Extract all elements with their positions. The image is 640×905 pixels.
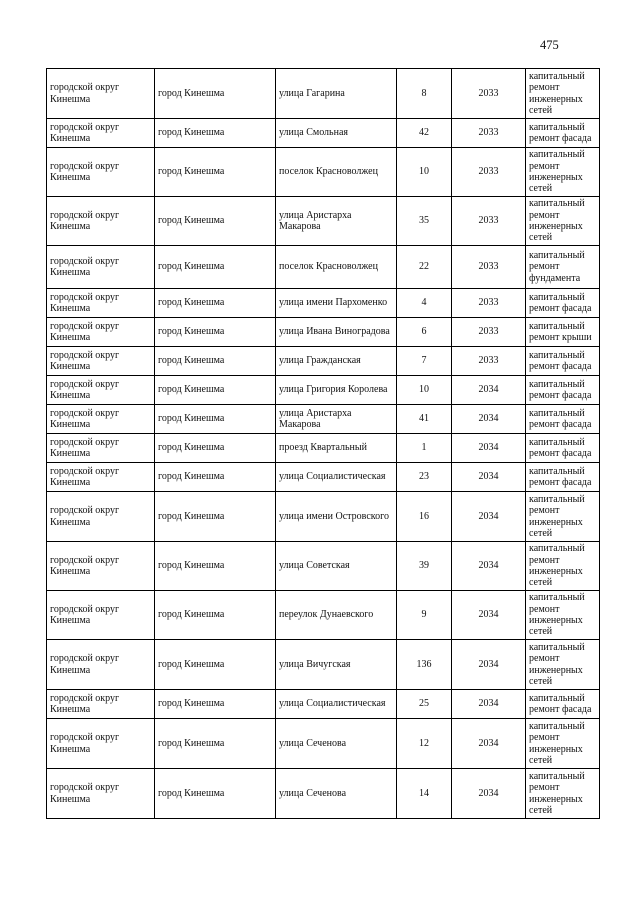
house-number-cell: 25 (397, 690, 452, 719)
city-cell: город Кинешма (155, 769, 276, 819)
year-cell: 2033 (452, 246, 526, 289)
house-number-cell: 6 (397, 318, 452, 347)
table-row (47, 463, 600, 492)
street-cell: проезд Квартальный (276, 434, 397, 463)
table-row (47, 640, 600, 690)
street-cell: улица Аристарха Макарова (276, 197, 397, 246)
house-number-cell: 9 (397, 591, 452, 640)
street-cell: поселок Красноволжец (276, 246, 397, 289)
city-cell: город Кинешма (155, 347, 276, 376)
street-cell: улица Сеченова (276, 719, 397, 769)
table-row (47, 246, 600, 289)
city-cell: город Кинешма (155, 405, 276, 434)
house-number-cell: 7 (397, 347, 452, 376)
city-cell: город Кинешма (155, 246, 276, 289)
work-type-cell: капитальный ремонт фасада (526, 690, 600, 719)
year-cell: 2034 (452, 492, 526, 542)
work-type-cell: капитальный ремонт инженерных сетей (526, 769, 600, 819)
work-type-cell: капитальный ремонт фасада (526, 434, 600, 463)
street-cell: улица имени Островского (276, 492, 397, 542)
table-row (47, 434, 600, 463)
district-cell: городской округ Кинешма (47, 463, 155, 492)
street-cell: улица Сеченова (276, 769, 397, 819)
city-cell: город Кинешма (155, 434, 276, 463)
city-cell: город Кинешма (155, 197, 276, 246)
table-row (47, 591, 600, 640)
city-cell: город Кинешма (155, 119, 276, 148)
city-cell: город Кинешма (155, 148, 276, 197)
table-row (47, 69, 600, 119)
house-number-cell: 8 (397, 69, 452, 119)
year-cell: 2034 (452, 376, 526, 405)
city-cell: город Кинешма (155, 640, 276, 690)
house-number-cell: 41 (397, 405, 452, 434)
work-type-cell: капитальный ремонт фасада (526, 376, 600, 405)
work-type-cell: капитальный ремонт инженерных сетей (526, 69, 600, 119)
work-type-cell: капитальный ремонт фасада (526, 119, 600, 148)
house-number-cell: 10 (397, 148, 452, 197)
street-cell: улица Вичугская (276, 640, 397, 690)
street-cell: улица Социалистическая (276, 463, 397, 492)
work-type-cell: капитальный ремонт инженерных сетей (526, 492, 600, 542)
city-cell: город Кинешма (155, 492, 276, 542)
district-cell: городской округ Кинешма (47, 492, 155, 542)
year-cell: 2033 (452, 197, 526, 246)
street-cell: улица имени Пархоменко (276, 289, 397, 318)
work-type-cell: капитальный ремонт инженерных сетей (526, 640, 600, 690)
year-cell: 2033 (452, 119, 526, 148)
table-row (47, 376, 600, 405)
district-cell: городской округ Кинешма (47, 376, 155, 405)
work-type-cell: капитальный ремонт крыши (526, 318, 600, 347)
house-number-cell: 12 (397, 719, 452, 769)
year-cell: 2034 (452, 690, 526, 719)
work-type-cell: капитальный ремонт фасада (526, 463, 600, 492)
street-cell: поселок Красноволжец (276, 148, 397, 197)
city-cell: город Кинешма (155, 719, 276, 769)
year-cell: 2033 (452, 148, 526, 197)
street-cell: переулок Дунаевского (276, 591, 397, 640)
district-cell: городской округ Кинешма (47, 405, 155, 434)
table-row (47, 347, 600, 376)
city-cell: город Кинешма (155, 591, 276, 640)
house-number-cell: 23 (397, 463, 452, 492)
year-cell: 2034 (452, 405, 526, 434)
table-row (47, 197, 600, 246)
work-type-cell: капитальный ремонт инженерных сетей (526, 719, 600, 769)
work-type-cell: капитальный ремонт фасада (526, 289, 600, 318)
city-cell: город Кинешма (155, 463, 276, 492)
year-cell: 2033 (452, 69, 526, 119)
street-cell: улица Аристарха Макарова (276, 405, 397, 434)
city-cell: город Кинешма (155, 542, 276, 591)
house-number-cell: 16 (397, 492, 452, 542)
street-cell: улица Гагарина (276, 69, 397, 119)
district-cell: городской округ Кинешма (47, 119, 155, 148)
year-cell: 2034 (452, 640, 526, 690)
street-cell: улица Ивана Виноградова (276, 318, 397, 347)
year-cell: 2033 (452, 289, 526, 318)
work-type-cell: капитальный ремонт фасада (526, 347, 600, 376)
district-cell: городской округ Кинешма (47, 719, 155, 769)
year-cell: 2034 (452, 769, 526, 819)
district-cell: городской округ Кинешма (47, 289, 155, 318)
city-cell: город Кинешма (155, 69, 276, 119)
district-cell: городской округ Кинешма (47, 347, 155, 376)
year-cell: 2033 (452, 347, 526, 376)
district-cell: городской округ Кинешма (47, 69, 155, 119)
work-type-cell: капитальный ремонт инженерных сетей (526, 197, 600, 246)
work-type-cell: капитальный ремонт инженерных сетей (526, 148, 600, 197)
table-row (47, 769, 600, 819)
house-number-cell: 136 (397, 640, 452, 690)
city-cell: город Кинешма (155, 318, 276, 347)
district-cell: городской округ Кинешма (47, 640, 155, 690)
work-type-cell: капитальный ремонт инженерных сетей (526, 542, 600, 591)
city-cell: город Кинешма (155, 690, 276, 719)
district-cell: городской округ Кинешма (47, 246, 155, 289)
house-number-cell: 22 (397, 246, 452, 289)
work-type-cell: капитальный ремонт фасада (526, 405, 600, 434)
year-cell: 2034 (452, 463, 526, 492)
district-cell: городской округ Кинешма (47, 148, 155, 197)
table-row (47, 690, 600, 719)
house-number-cell: 39 (397, 542, 452, 591)
street-cell: улица Социалистическая (276, 690, 397, 719)
district-cell: городской округ Кинешма (47, 769, 155, 819)
table-body (47, 69, 600, 819)
district-cell: городской округ Кинешма (47, 690, 155, 719)
housing-repair-table (46, 68, 600, 819)
street-cell: улица Советская (276, 542, 397, 591)
district-cell: городской округ Кинешма (47, 542, 155, 591)
house-number-cell: 42 (397, 119, 452, 148)
house-number-cell: 4 (397, 289, 452, 318)
district-cell: городской округ Кинешма (47, 197, 155, 246)
street-cell: улица Григория Королева (276, 376, 397, 405)
street-cell: улица Гражданская (276, 347, 397, 376)
year-cell: 2034 (452, 542, 526, 591)
city-cell: город Кинешма (155, 376, 276, 405)
city-cell: город Кинешма (155, 289, 276, 318)
year-cell: 2034 (452, 719, 526, 769)
district-cell: городской округ Кинешма (47, 318, 155, 347)
district-cell: городской округ Кинешма (47, 591, 155, 640)
house-number-cell: 1 (397, 434, 452, 463)
year-cell: 2033 (452, 318, 526, 347)
year-cell: 2034 (452, 434, 526, 463)
district-cell: городской округ Кинешма (47, 434, 155, 463)
work-type-cell: капитальный ремонт фундамента (526, 246, 600, 289)
table-row (47, 492, 600, 542)
house-number-cell: 10 (397, 376, 452, 405)
street-cell: улица Смольная (276, 119, 397, 148)
year-cell: 2034 (452, 591, 526, 640)
house-number-cell: 14 (397, 769, 452, 819)
table-row (47, 119, 600, 148)
table-row (47, 289, 600, 318)
work-type-cell: капитальный ремонт инженерных сетей (526, 591, 600, 640)
table-row (47, 318, 600, 347)
table-row (47, 542, 600, 591)
table-row (47, 148, 600, 197)
table-row (47, 405, 600, 434)
house-number-cell: 35 (397, 197, 452, 246)
page-number: 475 (540, 38, 559, 52)
table-row (47, 719, 600, 769)
